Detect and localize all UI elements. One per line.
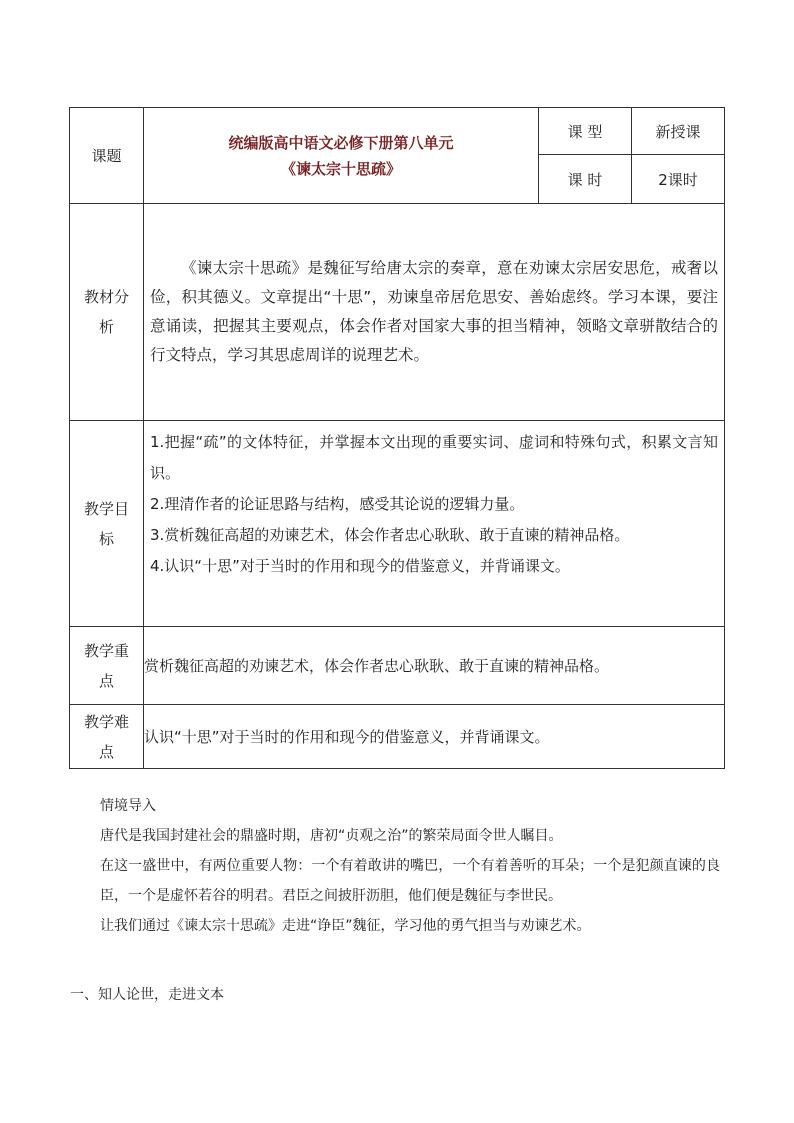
title-line-1: 统编版高中语文必修下册第八单元 bbox=[228, 133, 454, 152]
goals-label: 教学目标 bbox=[70, 421, 144, 627]
goal-item: 3.赏析魏征高超的劝谏艺术，体会作者忠心耿耿、敢于直谏的精神品格。 bbox=[150, 526, 630, 544]
goals-cell bbox=[144, 421, 725, 627]
difficult-text: 认识“十思”对于当时的作用和现今的借鉴意义，并背诵课文。 bbox=[144, 705, 725, 769]
lesson-plan-table bbox=[69, 107, 725, 769]
section-heading: 一、知人论世，走进文本 bbox=[70, 987, 224, 1003]
goal-item: 2.理清作者的论证思路与结构，感受其论说的逻辑力量。 bbox=[150, 495, 525, 513]
hours-label: 课 时 bbox=[539, 155, 632, 204]
type-label: 课 型 bbox=[539, 108, 632, 155]
intro-paragraph-2: 在这一盛世中，有两位重要人物：一个有着敢讲的嘴巴，一个有着善听的耳朵；一个是犯颜直谏的良臣，一个是虚怀若谷的明君。君臣之间披肝沥胆，他们便是魏征与李世民。 bbox=[100, 858, 720, 904]
intro-paragraph-3: 让我们通过《谏太宗十思疏》走进“诤臣”魏征，学习他的勇气担当与劝谏艺术。 bbox=[100, 918, 591, 934]
intro-heading: 情境导入 bbox=[100, 798, 156, 814]
title-cell bbox=[144, 108, 539, 204]
analysis-text: 《谏太宗十思疏》是魏征写给唐太宗的奏章，意在劝谏太宗居安思危，戒奢以俭，积其德义。文章提出“十思”，劝谏皇帝居危思安、善始虑终。学习本课，要注意诵读，把握其主要观点，体会作者对国家大事的担当精神，领略文章骈散结合的行文特点，学习其思虑周详的说理艺术。 bbox=[150, 259, 718, 364]
goal-item: 1.把握“疏”的文体特征，并掌握本文出现的重要实词、虚词和特殊句式，积累文言知识。 bbox=[150, 433, 718, 482]
analysis-cell bbox=[144, 204, 725, 421]
key-text: 赏析魏征高超的劝谏艺术，体会作者忠心耿耿、敢于直谏的精神品格。 bbox=[144, 627, 725, 705]
intro-section bbox=[100, 791, 720, 941]
analysis-label: 教材分析 bbox=[70, 204, 144, 421]
title-line-2: 《谏太宗十思疏》 bbox=[280, 159, 401, 178]
type-value: 新授课 bbox=[632, 108, 725, 155]
hours-value: 2课时 bbox=[632, 155, 725, 204]
key-label: 教学重点 bbox=[70, 627, 144, 705]
intro-paragraph-1: 唐代是我国封建社会的鼎盛时期，唐初“贞观之治”的繁荣局面令世人瞩目。 bbox=[100, 828, 563, 844]
difficult-label: 教学难点 bbox=[70, 705, 144, 769]
topic-label: 课题 bbox=[70, 108, 144, 204]
goal-item: 4.认识“十思”对于当时的作用和现今的借鉴意义，并背诵课文。 bbox=[150, 557, 570, 575]
goals-list bbox=[144, 427, 724, 582]
